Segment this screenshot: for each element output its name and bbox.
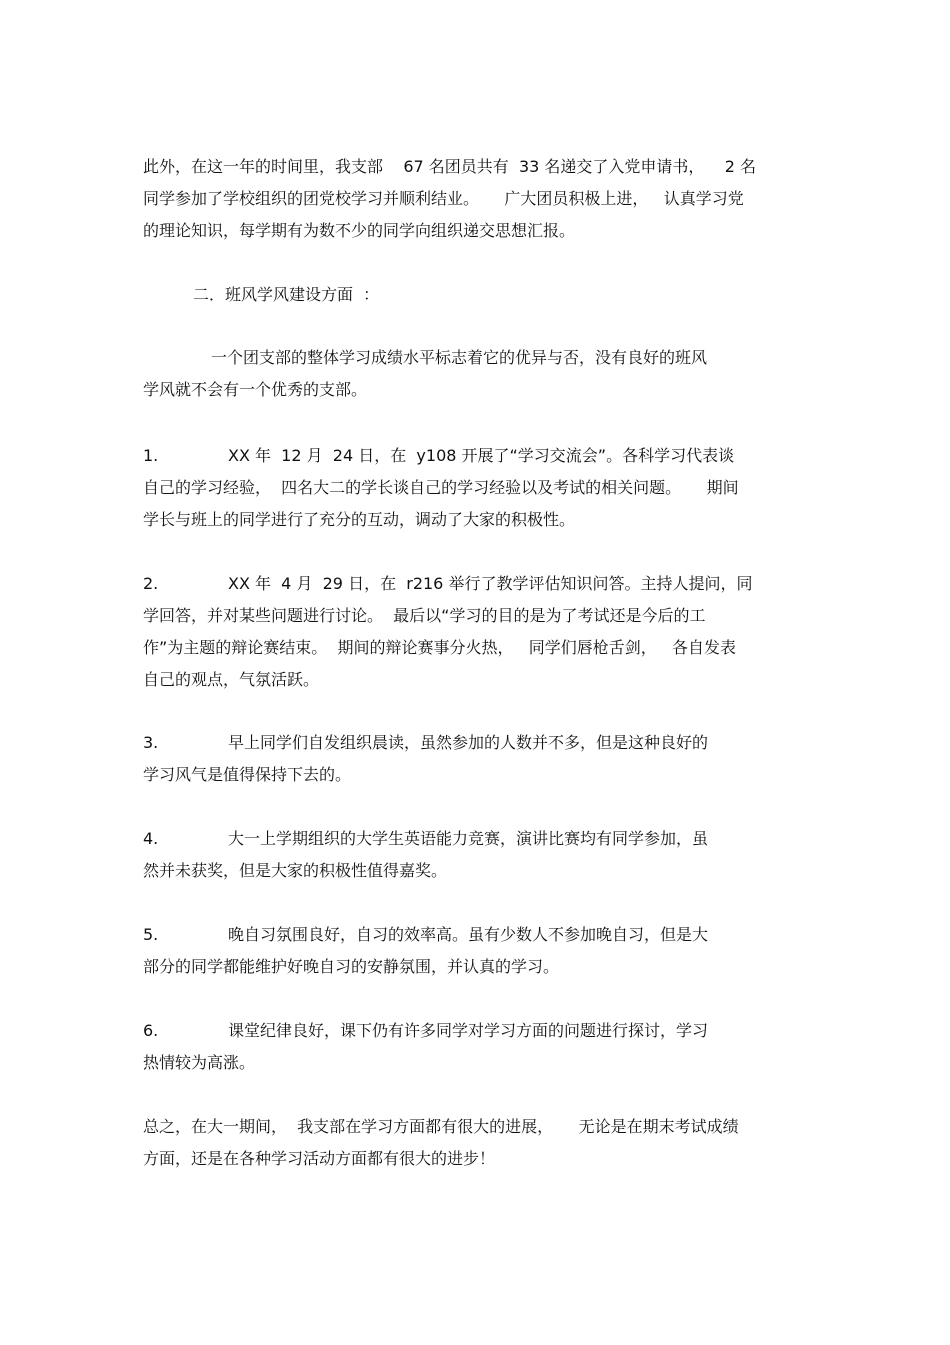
section-intro-line-1: 一个团支部的整体学习成绩水平标志着它的优异与否，没有良好的班风 (211, 348, 708, 367)
intro-paragraph-line-1: 此外，在这一年的时间里，我支部 67 名团员共有 33 名递交了入党申请书， 2 名 (143, 157, 757, 176)
list-item-first-line: XX 年 4 月 29 日，在 r216 举行了教学评估知识问答。主持人提问，同 (228, 574, 753, 593)
list-item-number: 1. (143, 446, 159, 465)
list-item-number: 3. (143, 733, 159, 752)
intro-paragraph-line-3: 的理论知识，每学期有为数不少的同学向组织递交思想汇报。 (143, 221, 576, 240)
list-item-first-line: 大一上学期组织的大学生英语能力竞赛，演讲比赛均有同学参加，虽 (228, 829, 709, 848)
list-item-line: 部分的同学都能维护好晚自习的安静氛围，并认真的学习。 (143, 957, 560, 976)
list-item-line: 热情较为高涨。 (143, 1053, 256, 1072)
list-item-first-line: XX 年 12 月 24 日，在 y108 开展了“学习交流会”。各科学习代表谈 (228, 446, 735, 465)
list-item-number: 4. (143, 829, 159, 848)
list-item-first-line: 晚自习氛围良好，自习的效率高。虽有少数人不参加晚自习，但是大 (228, 925, 709, 944)
list-item-line: 自己的观点，气氛活跃。 (143, 670, 320, 689)
list-item-line: 学回答，并对某些问题进行讨论。 最后以“学习的目的是为了考试还是今后的工 (143, 606, 706, 625)
conclusion-line-1: 总之，在大一期间， 我支部在学习方面都有很大的进展， 无论是在期末考试成绩 (143, 1117, 739, 1136)
list-item-number: 5. (143, 925, 159, 944)
section-heading: 二．班风学风建设方面 ： (193, 285, 380, 304)
list-item-line: 作”为主题的辩论赛结束。 期间的辩论赛事分火热， 同学们唇枪舌剑， 各自发表 (143, 638, 736, 657)
list-item-number: 2. (143, 574, 159, 593)
section-intro-line-2: 学风就不会有一个优秀的支部。 (143, 380, 368, 399)
intro-paragraph-line-2: 同学参加了学校组织的团党校学习并顺利结业。 广大团员积极上进， 认真学习党 (143, 189, 744, 208)
list-item-line: 学长与班上的同学进行了充分的互动，调动了大家的积极性。 (143, 510, 576, 529)
list-item-first-line: 早上同学们自发组织晨读，虽然参加的人数并不多，但是这种良好的 (228, 733, 709, 752)
list-item-line: 学习风气是值得保持下去的。 (143, 765, 352, 784)
list-item-line: 自己的学习经验， 四名大二的学长谈自己的学习经验以及考试的相关问题。 期间 (143, 478, 739, 497)
conclusion-line-2: 方面，还是在各种学习活动方面都有很大的进步！ (143, 1149, 496, 1168)
list-item-line: 然并未获奖，但是大家的积极性值得嘉奖。 (143, 861, 448, 880)
list-item-number: 6. (143, 1021, 159, 1040)
list-item-first-line: 课堂纪律良好，课下仍有许多同学对学习方面的问题进行探讨，学习 (228, 1021, 709, 1040)
